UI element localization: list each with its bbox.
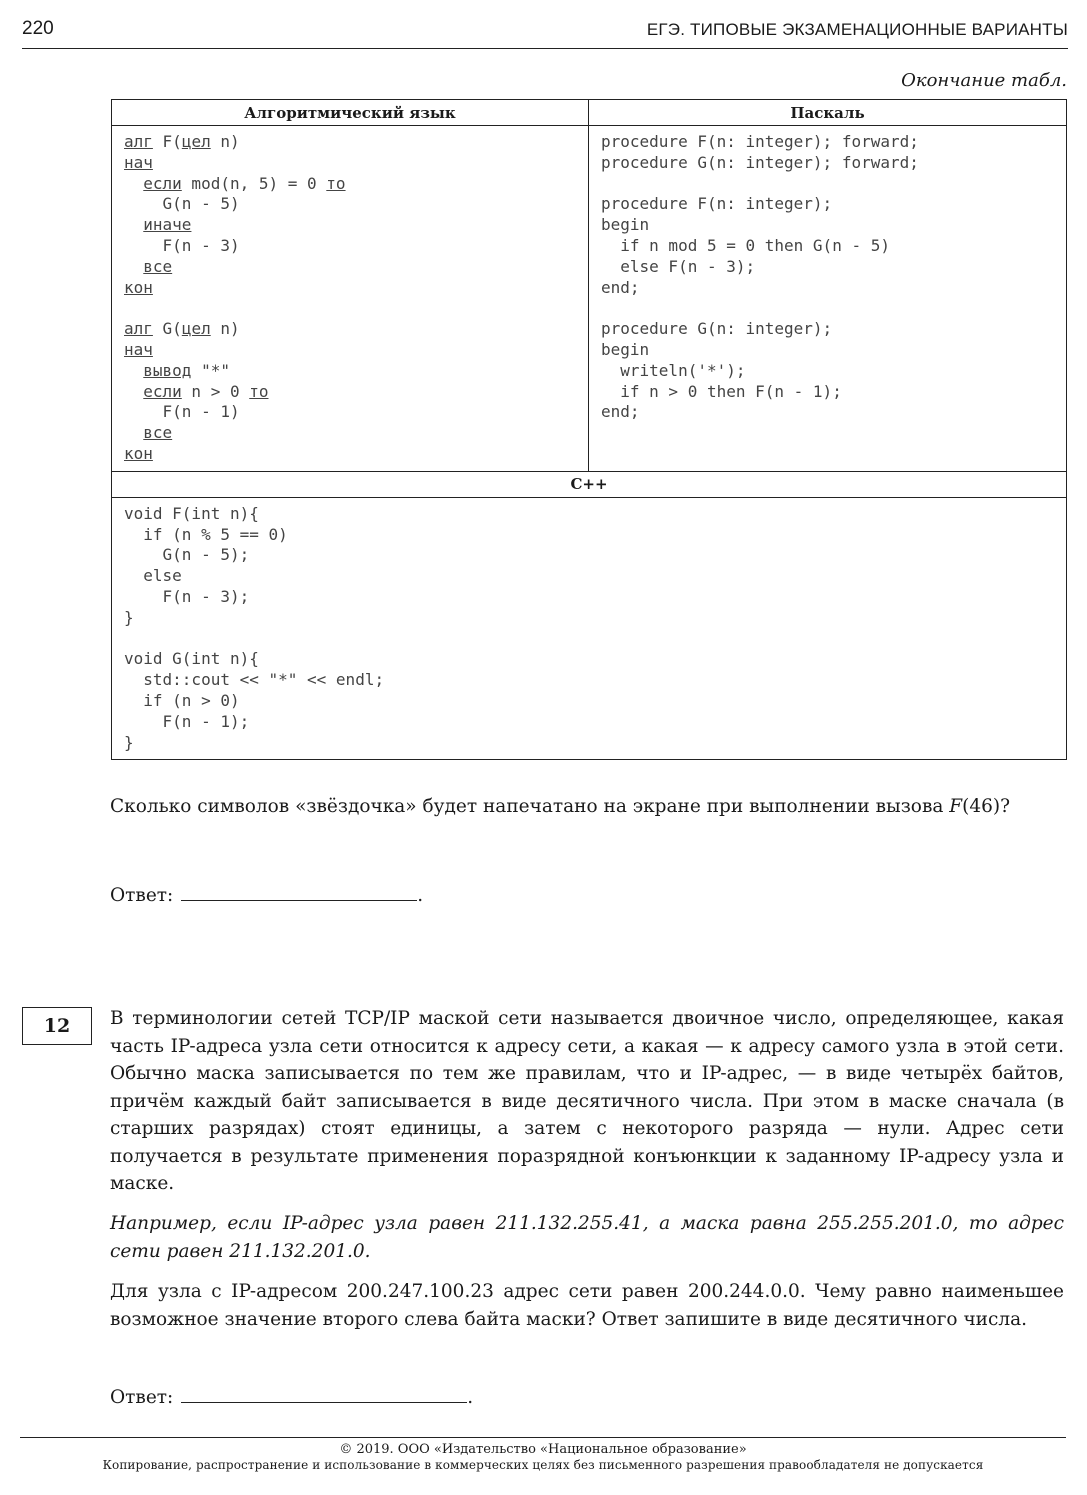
page-footer [20,1437,1066,1472]
task-12-example: Например, если IP-адрес узла равен 211.132.255.41, а маска равна 255.255.201.0, то адрес сети равен 211.132.201.0. [110,1213,1064,1262]
function-call-arg: (46)? [962,796,1011,817]
question-text [110,793,1066,820]
table-caption: Окончание табл. [901,70,1067,91]
task-12-question: Для узла с IP-адресом 200.247.100.23 адрес сети равен 200.244.0.0. Чему равно наименьшее возможное значение второго слева байта маски? Ответ запишите в виде десятичного числа. [110,1281,1064,1330]
keyword: вывод [143,360,192,380]
keyword: если [143,381,182,401]
answer-field-11 [110,882,423,906]
column-header-algorithmic: Алгоритмический язык [112,100,589,126]
keyword: нач [124,152,153,172]
algorithmic-code [124,132,578,465]
code-table [111,99,1067,760]
task-12-paragraph-1: В терминологии сетей TCP/IP маской сети называется двоичное число, определяющее, какая часть IP-адреса узла сети относится к адресу сети, а какая — к адресу самого узла в этой сети. Обычно маска записывается по тем же правилам, что и IP-адрес, — в виде четырёх байтов, причём каждый байт записывается в виде десятичного числа. При этом в маске сначала (в старших разрядах) стоят единицы, а затем с некоторого разряда — нули. Адрес сети получается в результате применения поразрядной конъюнкции к заданному IP-адресу узла и маске. [110,1008,1064,1194]
code-fragment: "*" [191,360,230,380]
cpp-code-cell [112,497,1067,760]
copyright-notice: Копирование, распространение и использование в коммерческих целях без письменного разрешения правообладателя не допускается [102,1458,984,1472]
running-title: ЕГЭ. ТИПОВЫЕ ЭКЗАМЕНАЦИОННЫЕ ВАРИАНТЫ [646,20,1068,39]
code-fragment: n > 0 [181,381,250,401]
code-fragment: G(n - 5) [162,194,240,214]
keyword: все [143,423,173,443]
keyword: кон [124,277,153,297]
cpp-code: void F(int n){ if (n % 5 == 0) G(n - 5); else F(n - 3); } void G(int n){ std::cout << "*" << endl; if (n > 0) F(n - 1); } [124,503,385,752]
keyword: кон [124,443,153,463]
algorithmic-code-cell [112,126,589,472]
keyword: все [143,256,173,276]
function-call-name: F [949,796,963,817]
copyright: © 2019. ООО «Издательство «Национальное образование» [339,1442,747,1457]
question-body: Сколько символов «звёздочка» будет напечатано на экране при выполнении вызова [110,796,944,817]
answer-field-12 [110,1384,473,1408]
task-number-badge: 12 [22,1007,92,1045]
keyword: цел [181,319,211,339]
keyword: алг [124,132,153,151]
code-fragment: n) [210,319,240,339]
code-fragment: F(n - 3) [162,235,240,255]
answer-dot: . [417,885,424,906]
column-header-cpp: C++ [112,471,1067,497]
keyword: алг [124,319,153,339]
answer-dot: . [467,1387,474,1408]
keyword: нач [124,339,153,359]
code-fragment: F( [152,132,182,151]
keyword: то [249,381,269,401]
column-header-pascal: Паскаль [589,100,1067,126]
code-fragment: n) [210,132,240,151]
pascal-code-cell [589,126,1067,472]
keyword: то [326,173,346,193]
answer-line[interactable] [181,882,417,901]
keyword: цел [181,132,211,151]
answer-line[interactable] [181,1384,467,1403]
code-fragment: F(n - 1) [162,402,240,422]
answer-label: Ответ: [110,1387,174,1408]
code-fragment: G( [152,319,182,339]
page-number: 220 [22,18,54,39]
code-fragment: mod(n, 5) = 0 [181,173,327,193]
answer-label: Ответ: [110,885,174,906]
keyword: если [143,173,182,193]
pascal-code: procedure F(n: integer); forward; procedure G(n: integer); forward; procedure F(n: integer); begin if n mod 5 = 0 then G(n - 5) else F(n - 3); end; procedure G(n: integer); begin writeln('*'); if n > 0 then F(n - 1); end; [601,132,919,422]
page-header [22,18,1068,49]
keyword: иначе [143,215,192,235]
